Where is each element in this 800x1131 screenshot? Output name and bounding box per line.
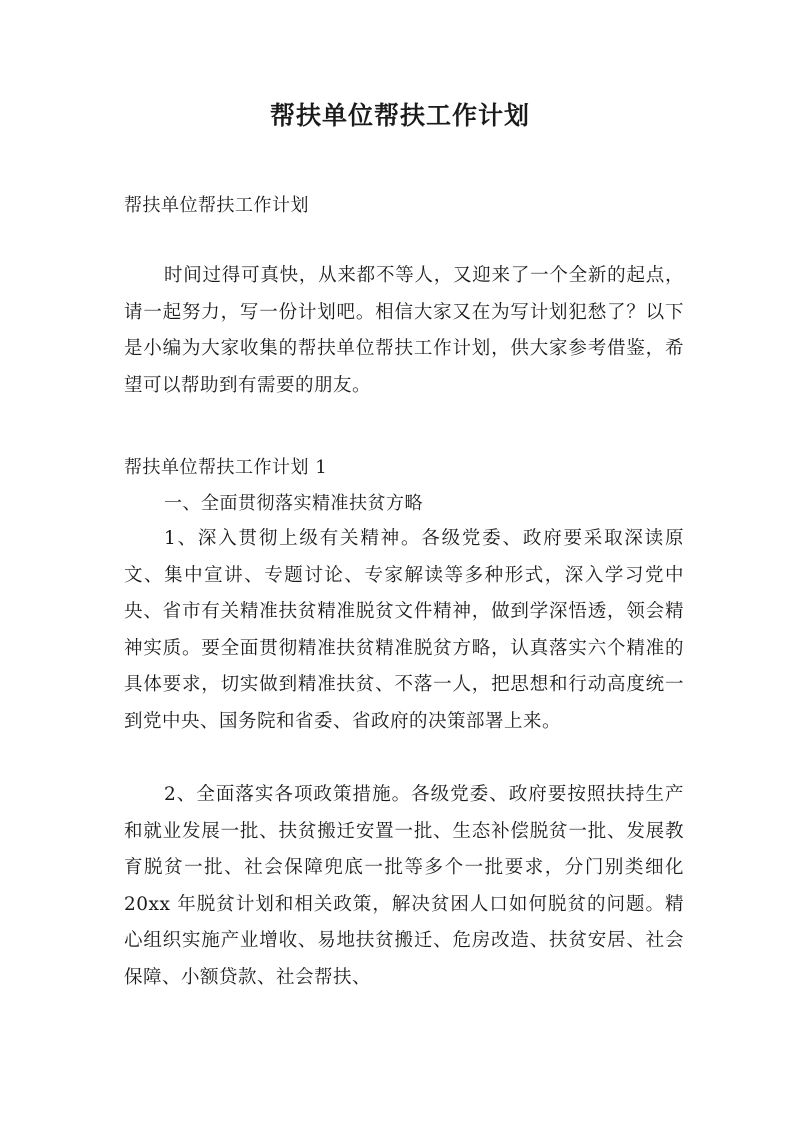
body-paragraph-1: 1、深入贯彻上级有关精神。各级党委、政府要采取深读原文、集中宣讲、专题讨论、专家解读等多种形式，深入学习党中央、省市有关精准扶贫精准脱贫文件精神，做到学深悟透，领会精神实质。要全面贯彻精准扶贫精准脱贫方略，认真落实六个精准的具体要求，切实做到精准扶贫、不落一人，把思想和行动高度统一到党中央、国务院和省委、省政府的决策部署上来。: [124, 528, 684, 732]
sub-heading: 一、全面贯彻落实精准扶贫方略: [164, 493, 423, 514]
intro-paragraph: 时间过得可真快，从来都不等人，又迎来了一个全新的起点，请一起努力，写一份计划吧。相信大家又在为写计划犯愁了？以下是小编为大家收集的帮扶单位帮扶工作计划，供大家参考借鉴，希望可以帮助到有需要的朋友。: [124, 265, 684, 396]
body-paragraph-2: 2、全面落实各项政策措施。各级党委、政府要按照扶持生产和就业发展一批、扶贫搬迁安置一批、生态补偿脱贫一批、发展教育脱贫一批、社会保障兜底一批等多个一批要求，分门别类细化 20xx 年脱贫计划和相关政策，解决贫困人口如何脱贫的问题。精心组织实施产业增收、易地扶贫搬迁、危房改造、扶贫安居、社会保障、小额贷款、社会帮扶、: [124, 784, 684, 988]
document-title: 帮扶单位帮扶工作计划: [269, 101, 530, 130]
section-heading: 帮扶单位帮扶工作计划 1: [124, 457, 328, 478]
document-subtitle: 帮扶单位帮扶工作计划: [124, 195, 309, 216]
